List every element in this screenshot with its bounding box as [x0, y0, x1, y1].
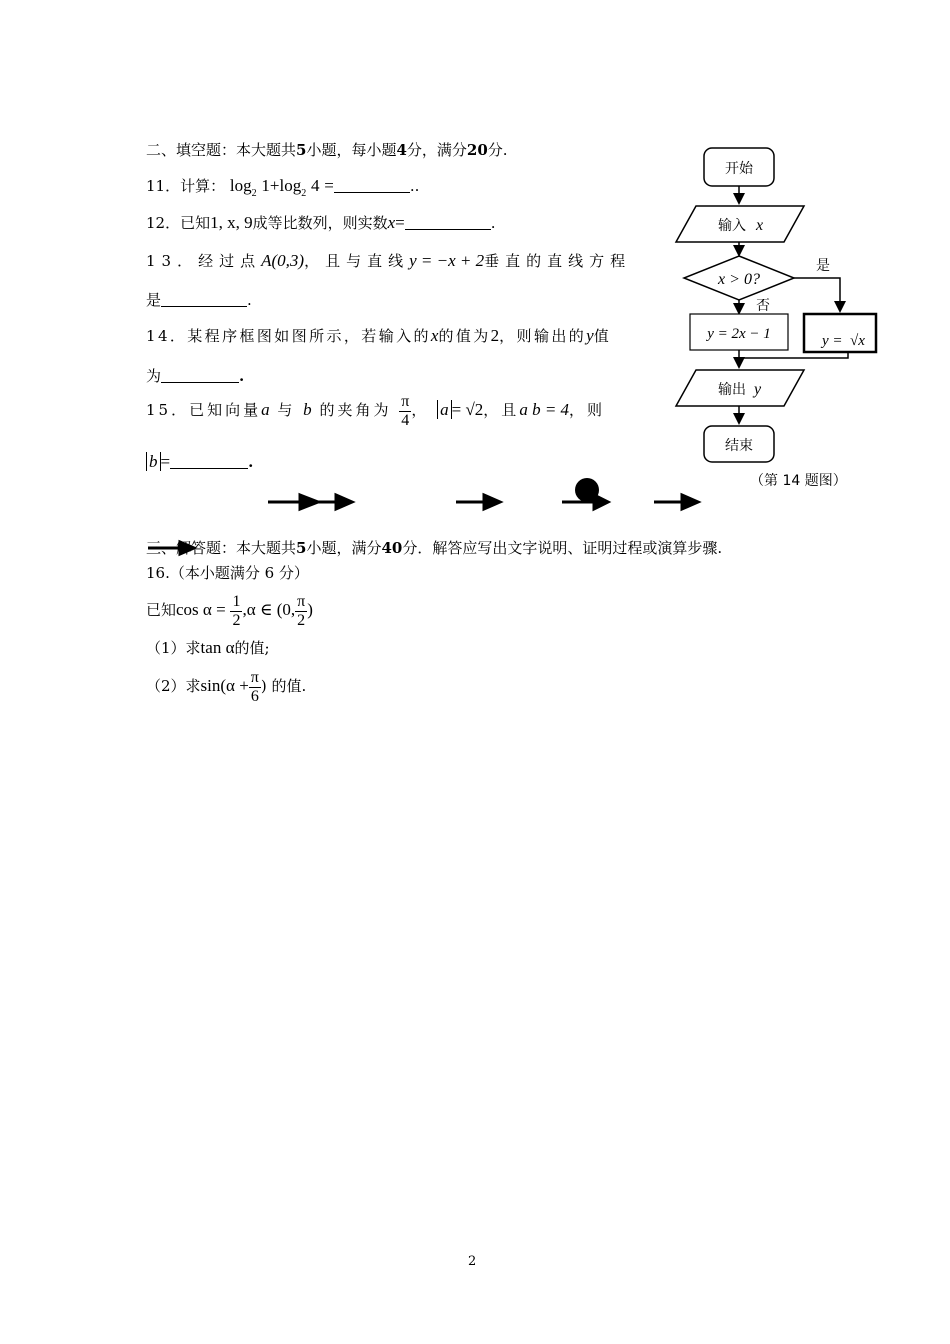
total-points: 20: [466, 141, 488, 159]
section2-heading: 二、填空题：本大题共5小题，每小题4分，满分20分.: [146, 141, 508, 159]
flowchart-decision-label: x > 0?: [718, 271, 760, 288]
question-16-title: 16.（本小题满分 6 分）: [146, 564, 309, 582]
answer-blank-15[interactable]: [170, 454, 248, 469]
flowchart-yes-label: 是: [816, 258, 830, 274]
flowchart: [668, 140, 888, 500]
flowchart-input-label: 输入: [718, 218, 746, 234]
flowchart-right-label: y =: [822, 333, 843, 349]
question-count: 5: [296, 141, 307, 159]
flowchart-right-sqrt: √x: [850, 333, 865, 349]
fraction-pi-over-6: $\frac{\pi}{6}$: [250, 668, 259, 705]
question-16-given: 已知cos α = $\frac{1}{2}$ ,α ∈ (0, $\frac{\pi}{2}$ ): [146, 592, 313, 629]
flowchart-output-label: 输出: [718, 382, 746, 398]
answer-blank-12[interactable]: [405, 215, 491, 230]
question-11: 11．计算： $\log_2 1+\log_2$ 4 = ..: [146, 176, 420, 199]
fraction-one-half: $\frac{1}{2}$: [232, 592, 241, 629]
question-13-line2: 是 .: [146, 291, 252, 309]
question-12: 12．已知1, x, 9成等比数列，则实数x= .: [146, 213, 496, 232]
fraction-pi-over-2: $\frac{\pi}{2}$: [297, 592, 306, 629]
fraction-pi-over-4: $\frac{\pi}{4}$: [401, 392, 410, 429]
question-14-line2: 为 .: [146, 367, 245, 385]
flowchart-no-label: 否: [756, 298, 770, 314]
flowchart-output-var: y: [754, 381, 762, 398]
answer-blank-11[interactable]: [334, 178, 410, 193]
answer-blank-13[interactable]: [161, 292, 247, 307]
question-13: 13．经过点A(0,3)，且与直线y = −x + 2垂直的直线方程: [146, 251, 632, 270]
question-14: 14．某程序框图如图所示，若输入的x的值为2，则输出的y值: [146, 326, 612, 345]
section3-heading: 三、解答题：本大题共5小题，满分40分．解答应写出文字说明、证明过程或演算步骤.: [146, 539, 723, 557]
flowchart-input-var: x: [756, 217, 764, 234]
flowchart-start-label: 开始: [725, 161, 753, 177]
question-15-line2: b = .: [146, 452, 253, 472]
black-dot-icon: [575, 478, 599, 502]
page-number: 2: [468, 1254, 477, 1269]
flowchart-left-label: y = 2x − 1: [707, 326, 771, 342]
question-15: 15．已知向量a 与 b 的夹角为 $\frac{\pi}{4}$ ， a = √2，且a b = 4，则: [146, 392, 606, 429]
question-16-part1: （1）求tan α的值;: [146, 638, 270, 657]
answer-blank-14[interactable]: [161, 368, 239, 383]
flowchart-caption: （第 14 题图）: [750, 473, 847, 489]
question-16-part2: （2）求sin(α + $\frac{\pi}{6}$ ) 的值.: [146, 668, 307, 705]
points-each: 4: [396, 141, 407, 159]
flowchart-end-label: 结束: [725, 438, 753, 454]
